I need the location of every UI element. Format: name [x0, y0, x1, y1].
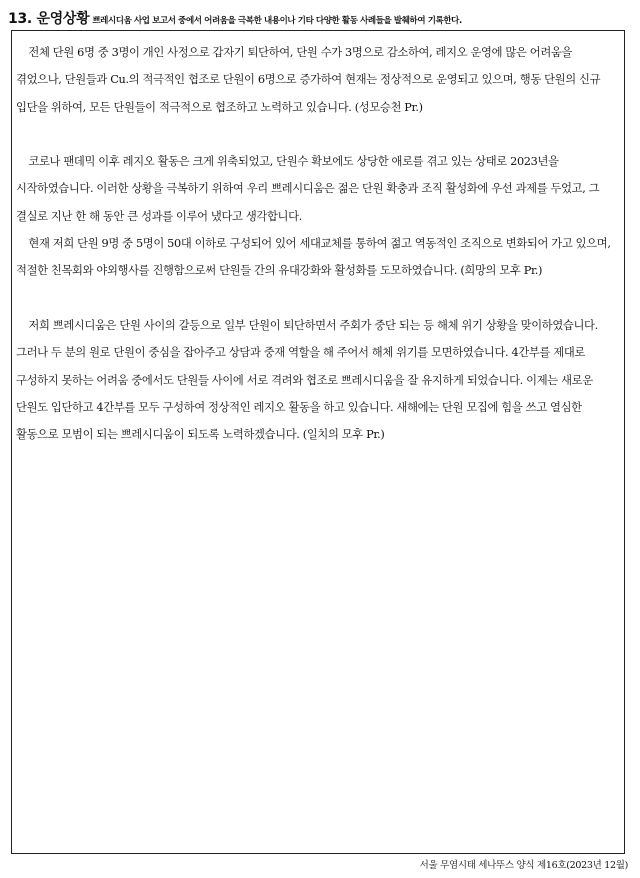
paragraph-gap — [16, 285, 620, 312]
paragraph-gap — [16, 121, 620, 148]
section-instruction: 쁘레시디움 사업 보고서 중에서 어려움을 극복한 내용이나 기타 다양한 활동 사례들을 발췌하여 기록한다. — [92, 16, 462, 26]
section-header — [8, 8, 632, 28]
report-paragraph-3: 현재 저희 단원 9명 중 5명이 50대 이하로 구성되어 있어 세대교체를 통하여 젊고 역동적인 조직으로 변화되어 가고 있으며, 적절한 친목회와 야외행사를 진행함으로써 단원들 간의 유대강화와 활성화를 도모하였습니다. (희망의 모후 Pr.) — [16, 237, 611, 278]
content-box — [11, 30, 625, 854]
form-footer: 서울 무염시태 세나뚜스 양식 제16호(2023년 12월) — [419, 860, 628, 871]
report-body — [16, 39, 620, 448]
report-paragraph-1: 전체 단원 6명 중 3명이 개인 사정으로 갑자기 퇴단하여, 단원 수가 3명으로 감소하여, 레지오 운영에 많은 어려움을 겪었으나, 단원들과 Cu.의 적극적인 협조로 단원이 6명으로 증가하여 현재는 정상적으로 운영되고 있으며, 행동 단원의 신규 입단을 위하여, 모든 단원들이 적극적으로 협조하고 노력하고 있습니다. (성모승천 Pr.) — [16, 46, 601, 114]
report-paragraph-2: 코로나 팬데믹 이후 레지오 활동은 크게 위축되었고, 단원수 확보에도 상당한 애로를 겪고 있는 상태로 2023년을 시작하였습니다. 이러한 상황을 극복하기 위하여 우리 쁘레시디움은 젊은 단원 확충과 조직 활성화에 우선 과제를 두었고, 그 결실로 지난 한 해 동안 큰 성과를 이루어 냈다고 생각합니다. — [16, 155, 600, 223]
report-paragraph-4: 저희 쁘레시디움은 단원 사이의 갈등으로 일부 단원이 퇴단하면서 주회가 중단 되는 등 해체 위기 상황을 맞이하였습니다. 그러나 두 분의 원로 단원이 중심을 잡아주고 상담과 중재 역할을 해 주어서 해체 위기를 모면하였습니다. 4간부를 제대로 구성하지 못하는 어려움 중에서도 단원들 사이에 서로 격려와 협조로 쁘레시디움을 잘 유지하게 되었습니다. 이제는 새로운 단원도 입단하고 4간부를 모두 구성하여 정상적인 레지오 활동을 하고 있습니다. 새해에는 단원 모집에 힘을 쓰고 열심한 활동으로 모범이 되는 쁘레시디움이 되도록 노력하겠습니다. (일치의 모후 Pr.) — [16, 318, 598, 442]
section-title: 13. 운영상황 — [8, 11, 90, 27]
